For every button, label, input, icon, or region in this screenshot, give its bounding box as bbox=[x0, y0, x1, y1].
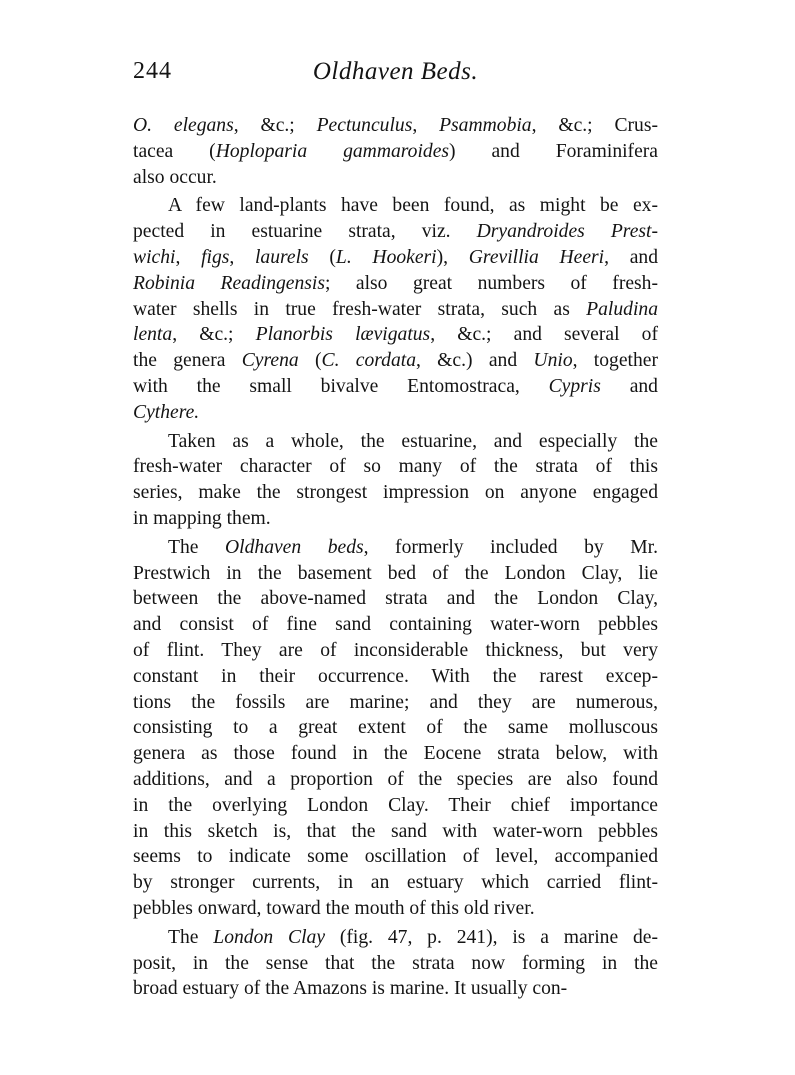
text-line bbox=[133, 535, 658, 561]
text-line bbox=[133, 690, 658, 716]
text-run: , &c.; and several of bbox=[430, 324, 658, 346]
text-line bbox=[133, 429, 658, 455]
text-line bbox=[133, 844, 658, 870]
text-line bbox=[133, 348, 658, 374]
text-run: pected in estuarine strata, viz. bbox=[133, 221, 477, 243]
text-line bbox=[133, 219, 658, 245]
text-line bbox=[133, 612, 658, 638]
text-run: seems to indicate some oscillation of level, accompanied bbox=[133, 846, 658, 868]
text-line bbox=[133, 297, 658, 323]
body-text bbox=[133, 113, 658, 1002]
text-line bbox=[133, 374, 658, 400]
italic-text: wichi bbox=[133, 246, 176, 268]
text-line bbox=[133, 767, 658, 793]
page-number: 244 bbox=[133, 58, 172, 84]
text-line bbox=[133, 793, 658, 819]
text-line bbox=[133, 561, 658, 587]
text-line bbox=[133, 870, 658, 896]
text-line bbox=[133, 819, 658, 845]
italic-text: Planorbis lævigatus bbox=[255, 324, 431, 346]
text-line bbox=[133, 165, 658, 191]
text-run: , and bbox=[604, 246, 659, 268]
text-run: Taken as a whole, the estuarine, and especially the bbox=[168, 430, 658, 452]
text-run: broad estuary of the Amazons is marine. It usually con- bbox=[133, 978, 568, 1000]
text-line bbox=[133, 925, 658, 951]
text-run: between the above-named strata and the London Clay, bbox=[133, 588, 658, 610]
text-run: and bbox=[600, 375, 658, 397]
italic-text: O. elegans bbox=[133, 115, 234, 136]
text-line bbox=[133, 976, 658, 1002]
text-run: ( bbox=[308, 246, 336, 268]
italic-text: figs bbox=[201, 246, 230, 268]
text-run: , bbox=[229, 246, 255, 268]
italic-text: Robinia Readingensis bbox=[133, 272, 325, 294]
text-run: , &c.; Crus- bbox=[531, 115, 658, 136]
text-run: ) and Foraminifera bbox=[449, 140, 658, 162]
text-line bbox=[133, 271, 658, 297]
text-run: in this sketch is, that the sand with water-worn pebbles bbox=[133, 820, 658, 842]
text-run: water shells in true fresh-water strata, such as bbox=[133, 298, 587, 320]
italic-text: Psammobia bbox=[439, 115, 532, 136]
text-run: , together bbox=[572, 350, 658, 372]
italic-text: C. cordata bbox=[321, 350, 416, 372]
text-line bbox=[133, 506, 658, 532]
text-run: tions the fossils are marine; and they are numerous, bbox=[133, 691, 658, 713]
text-run: additions, and a proportion of the species are also found bbox=[133, 768, 658, 790]
text-run: (fig. 47, p. 241), is a marine de- bbox=[325, 926, 658, 948]
running-title: Oldhaven Beds. bbox=[312, 58, 479, 85]
text-run: , formerly included by Mr. bbox=[363, 536, 658, 558]
text-line bbox=[133, 741, 658, 767]
text-run: consisting to a great extent of the same molluscous bbox=[133, 717, 658, 739]
text-run: series, make the strongest impression on anyone engaged bbox=[133, 482, 658, 504]
text-line bbox=[133, 113, 658, 139]
text-run: ( bbox=[298, 350, 322, 372]
italic-text: Unio bbox=[533, 350, 573, 372]
text-run: , &c.) and bbox=[416, 350, 534, 372]
text-run: ; also great numbers of fresh- bbox=[325, 272, 658, 294]
text-run: , &c.; bbox=[233, 115, 317, 136]
italic-text: Pectunculus bbox=[316, 115, 413, 136]
text-run: and consist of fine sand containing water-worn pebbles bbox=[133, 614, 658, 636]
paragraph bbox=[133, 925, 658, 1002]
text-line bbox=[133, 896, 658, 922]
text-run: with the small bivalve Entomostraca, bbox=[133, 375, 549, 397]
text-run: also occur. bbox=[133, 166, 217, 188]
italic-text: London Clay bbox=[213, 926, 326, 948]
italic-text: lenta bbox=[133, 324, 173, 346]
italic-text: Dryandroides Prest- bbox=[476, 221, 658, 243]
text-line bbox=[133, 586, 658, 612]
text-run: by stronger currents, in an estuary which carried flint- bbox=[133, 872, 658, 894]
text-run: The bbox=[168, 536, 225, 558]
text-line bbox=[133, 454, 658, 480]
italic-text: Hoploparia gammaroides bbox=[215, 140, 450, 162]
text-line bbox=[133, 638, 658, 664]
text-run: , bbox=[175, 246, 202, 268]
text-line bbox=[133, 400, 658, 426]
text-run: genera as those found in the Eocene strata below, with bbox=[133, 743, 658, 765]
text-run: constant in their occurrence. With the rarest excep- bbox=[133, 665, 658, 687]
text-line bbox=[133, 245, 658, 271]
text-line bbox=[133, 322, 658, 348]
text-run: The bbox=[168, 926, 214, 948]
text-run: in the overlying London Clay. Their chief importance bbox=[133, 794, 658, 816]
italic-text: laurels bbox=[254, 246, 309, 268]
paragraph bbox=[133, 193, 658, 425]
text-line bbox=[133, 480, 658, 506]
italic-text: Cyrena bbox=[241, 350, 299, 372]
text-run: the genera bbox=[133, 350, 242, 372]
text-line bbox=[133, 139, 658, 165]
page-header bbox=[133, 58, 658, 92]
paragraph bbox=[133, 429, 658, 532]
text-run: in mapping them. bbox=[133, 507, 271, 529]
paragraph bbox=[133, 113, 658, 190]
italic-text: Cypris bbox=[548, 375, 601, 397]
text-line bbox=[133, 193, 658, 219]
text-run: ), bbox=[436, 246, 469, 268]
italic-text: L. Hookeri bbox=[335, 246, 437, 268]
text-run: fresh-water character of so many of the strata of this bbox=[133, 456, 658, 478]
paragraph bbox=[133, 535, 658, 922]
italic-text: Paludina bbox=[586, 298, 658, 320]
italic-text: Oldhaven beds bbox=[225, 536, 364, 558]
text-line bbox=[133, 715, 658, 741]
italic-text: Grevillia Heeri bbox=[468, 246, 605, 268]
text-run: A few land-plants have been found, as might be ex- bbox=[168, 195, 658, 217]
text-run: pebbles onward, toward the mouth of this old river. bbox=[133, 897, 535, 919]
text-run: tacea ( bbox=[133, 140, 216, 162]
text-run: , &c.; bbox=[172, 324, 256, 346]
text-line bbox=[133, 664, 658, 690]
text-run: posit, in the sense that the strata now forming in the bbox=[133, 952, 658, 974]
text-run: of flint. They are of inconsiderable thickness, but very bbox=[133, 639, 658, 661]
italic-text: Cythere. bbox=[133, 401, 200, 423]
text-run: Prestwich in the basement bed of the London Clay, lie bbox=[133, 562, 658, 584]
text-line bbox=[133, 951, 658, 977]
text-run: , bbox=[412, 115, 440, 136]
